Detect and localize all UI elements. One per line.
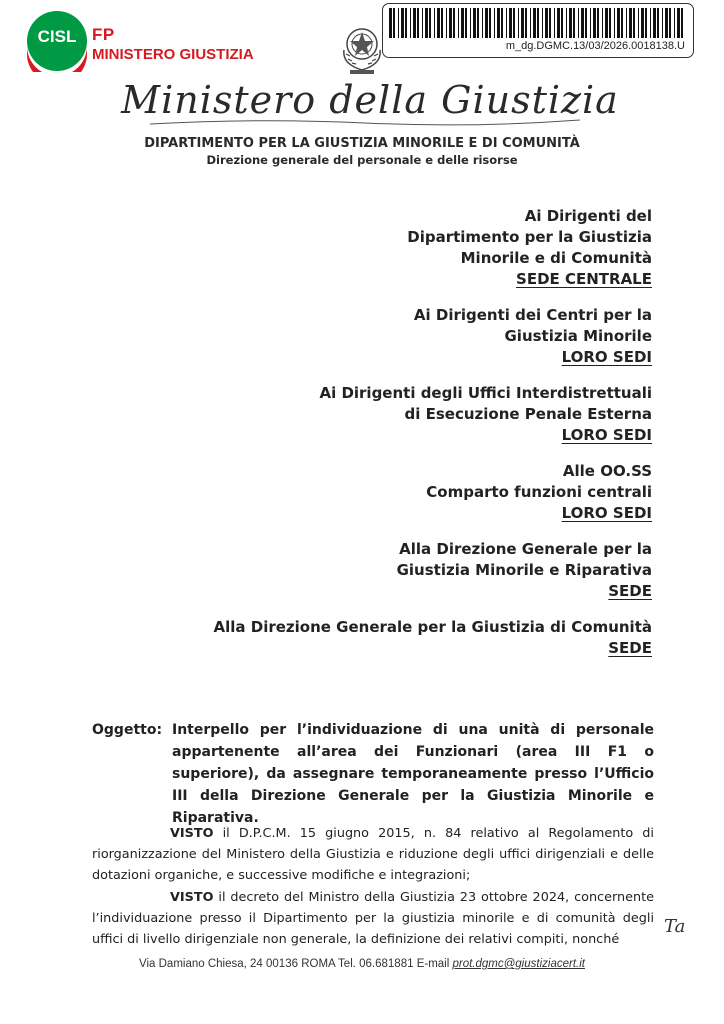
recipient-line: di Esecuzione Penale Esterna [404,405,652,423]
recipient-line: Comparto funzioni centrali [426,483,652,501]
barcode-bar [410,8,411,38]
barcode-bar [473,8,476,38]
barcode-bar [578,8,579,38]
paragraph-lead: VISTO [170,890,214,905]
barcode-bar [485,8,488,38]
barcode-bar [638,8,639,38]
barcode-bar [662,8,663,38]
barcode-bar [561,8,563,38]
barcode-bar [573,8,575,38]
handwritten-initials: Ta [664,916,686,937]
recipient-sede: SEDE [608,582,652,600]
barcode-bar [626,8,627,38]
barcode-bar [401,8,404,38]
recipient-line: Giustizia Minorile e Riparativa [396,561,652,579]
barcode-bar [650,8,651,38]
barcode-bar [501,8,503,38]
body-paragraph [92,823,654,886]
barcode-bar [458,8,459,38]
subject-label: Oggetto: [92,722,163,738]
recipient-line: Dipartimento per la Giustizia [407,228,652,246]
barcode-bar [657,8,659,38]
barcode-bar [441,8,443,38]
body-paragraph [92,887,654,950]
barcode-bar [633,8,635,38]
barcode-bar [602,8,603,38]
barcode-bar [549,8,551,38]
recipient-sede: LORO SEDI [561,348,652,366]
recipient-block [132,617,652,659]
footer [0,958,724,970]
barcode-bar [425,8,428,38]
barcode-bar [641,8,644,38]
protocol-barcode-box [382,3,694,58]
barcode-bar [437,8,440,38]
barcode-bar [681,8,683,38]
barcode-bar [542,8,543,38]
barcode-bar [470,8,471,38]
barcode-bar [593,8,596,38]
recipient-block [132,206,652,290]
barcode-bar [405,8,407,38]
barcode-bar [525,8,527,38]
barcode-bar [393,8,395,38]
barcode-bar [645,8,647,38]
recipient-block [132,305,652,368]
barcode-bar [597,8,599,38]
barcode-bar [557,8,560,38]
recipient-block [132,539,652,602]
paragraph-lead: VISTO [170,826,214,841]
barcode-bar [413,8,416,38]
paragraph-text: il D.P.C.M. 15 giugno 2015, n. 84 relativo al Regolamento di riorganizzazione del Ministero della Giustizia e riduzione degli uffici dirigenziali e delle dotazioni organiche, e successive modifiche e integrazioni; [92,826,654,883]
barcode-bar [590,8,591,38]
recipient-line: Ai Dirigenti del [524,207,652,225]
barcode-bar [509,8,512,38]
barcode-bar [389,8,392,38]
recipient-sede: LORO SEDI [561,504,652,522]
subject-text: Interpello per l’individuazione di una unità di personale appartenente all’area dei Funzionari (area III F1 o superiore), da assegnare temporaneamente presso l’Ufficio III della Direzione Generale per la Giustizia Minorile e Riparativa. [172,722,654,826]
barcode-bar [674,8,675,38]
barcode-bar [605,8,608,38]
barcode-bar [465,8,467,38]
barcode-bar [609,8,611,38]
barcode-bar [446,8,447,38]
barcode-bar [617,8,620,38]
footer-email-link[interactable]: prot.dgmc@giustiziacert.it [452,958,585,970]
barcode-bar [545,8,548,38]
title-flourish [140,116,590,130]
barcode-bar [494,8,495,38]
barcode-bar [461,8,464,38]
barcode-bar [669,8,671,38]
recipient-line: Ai Dirigenti degli Uffici Interdistrettuali [319,384,652,402]
logo-text: CISL [37,27,77,46]
logo-ministero: MINISTERO GIUSTIZIA [92,46,254,63]
barcode-bar [521,8,524,38]
barcode-bar [482,8,483,38]
barcode-bar [569,8,572,38]
recipient-line: Alle OO.SS [562,462,652,480]
barcode-bar [398,8,399,38]
barcode [389,8,685,38]
recipient-sede: LORO SEDI [561,426,652,444]
recipient-line: Alla Direzione Generale per la Giustizia di Comunità [213,618,652,636]
recipient-line: Minorile e di Comunità [460,249,652,267]
barcode-bar [614,8,615,38]
barcode-bar [489,8,491,38]
barcode-bar [585,8,587,38]
barcode-bar [566,8,567,38]
recipient-sede: SEDE [608,639,652,657]
barcode-bar [513,8,515,38]
barcode-bar [629,8,632,38]
recipient-block [132,461,652,524]
direzione-subheading: Direzione generale del personale e delle risorse [206,153,518,167]
recipient-line: Ai Dirigenti dei Centri per la [413,306,652,324]
barcode-bar [677,8,680,38]
barcode-bar [449,8,452,38]
barcode-bar [497,8,500,38]
recipient-line: Alla Direzione Generale per la [399,540,652,558]
recipients-block [132,206,652,674]
paragraph-text: il decreto del Ministro della Giustizia 23 ottobre 2024, concernente l’individuazione presso il Dipartimento per la giustizia minorile e di comunità degli uffici di livello dirigenziale non generale, la definizione dei relativi compiti, nonché [92,890,654,947]
footer-address: Via Damiano Chiesa, 24 00136 ROMA Tel. 06.681881 E-mail [139,958,453,970]
barcode-bar [518,8,519,38]
barcode-bar [530,8,531,38]
protocol-number: m_dg.DGMC.13/03/2026.0018138.U [505,40,685,52]
emblem-icon [336,20,388,76]
barcode-bar [422,8,423,38]
barcode-bar [453,8,455,38]
department-heading: DIPARTIMENTO PER LA GIUSTIZIA MINORILE E DI COMUNITÀ [144,136,580,151]
barcode-bar [653,8,656,38]
recipient-sede: SEDE CENTRALE [516,270,652,288]
recipient-block [132,383,652,446]
recipient-line: Giustizia Minorile [504,327,652,345]
barcode-bar [506,8,507,38]
barcode-bar [429,8,431,38]
barcode-bar [434,8,435,38]
logo-fp: FP [92,25,115,44]
barcode-bar [581,8,584,38]
ministry-title: Ministero della Giustizia [121,78,619,122]
barcode-bar [537,8,539,38]
barcode-bar [477,8,479,38]
barcode-bar [665,8,668,38]
barcode-bar [533,8,536,38]
barcode-bar [417,8,419,38]
barcode-bar [554,8,555,38]
cisl-logo [26,10,88,72]
barcode-bar [621,8,623,38]
